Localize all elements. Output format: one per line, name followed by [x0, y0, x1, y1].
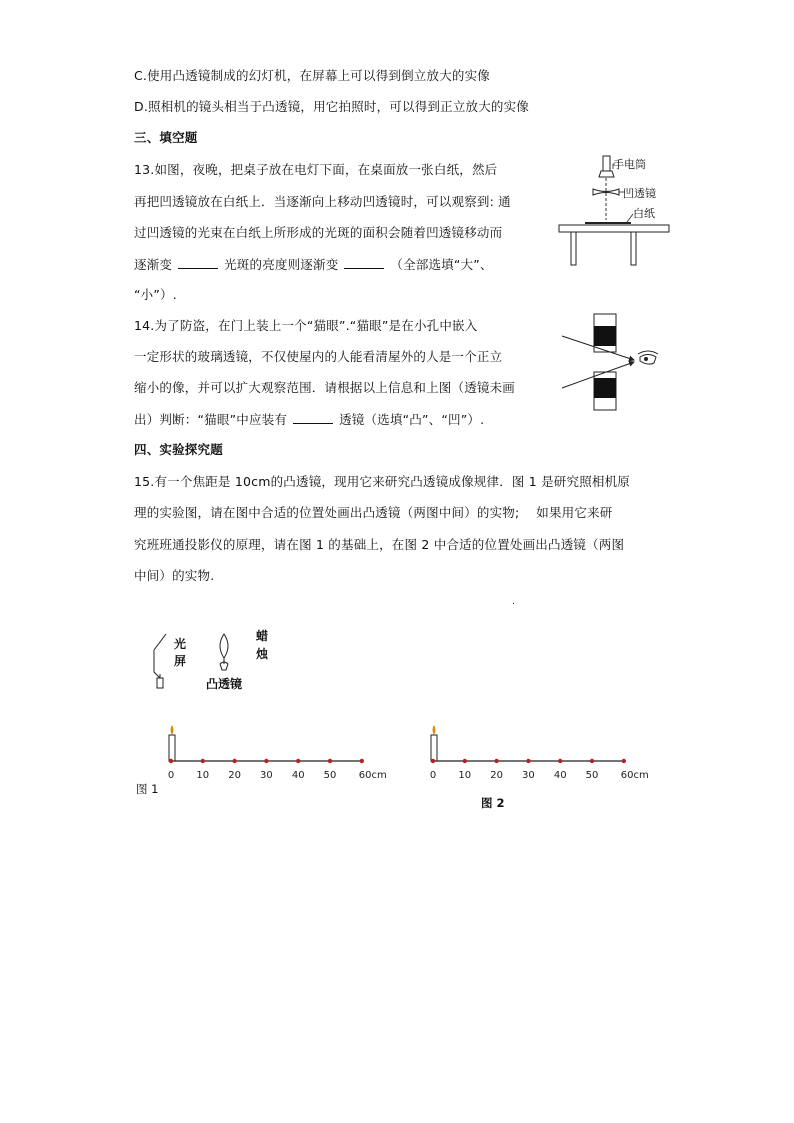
bench-2-tick-dot [526, 759, 530, 763]
bench-2-tick-dot [622, 759, 626, 763]
figure-1 [150, 720, 400, 790]
q15-line-1: 15.有一个焦距是 10cm的凸透镜，现用它来研究凸透镜成像规律．图 1 是研究照相机原 [134, 474, 631, 489]
bench-2-drawing [412, 720, 662, 790]
q13-line-2: 再把凹透镜放在白纸上．当逐渐向上移动凹透镜时，可以观察到: 通 [134, 194, 511, 209]
bench-1-tick-dot [169, 759, 173, 763]
candle-icon [169, 725, 175, 761]
eye-icon [638, 351, 658, 364]
door-upper-icon [594, 314, 616, 352]
legend-lens-label: 凸透镜 [206, 677, 243, 691]
bench-2-tick-label: 40 [553, 770, 567, 781]
figure-1-label: 图 1 [136, 782, 159, 796]
bench-1-tick-label: 10 [196, 770, 210, 781]
q15-line-4: 中间）的实物. [134, 568, 215, 583]
bench-1-drawing [150, 720, 400, 790]
q14-text-b: 透镜（选填“凸”、“凹”）. [339, 412, 485, 427]
flashlight-label: 手电筒 [613, 158, 646, 171]
door-lower-icon [594, 372, 616, 410]
bench-2-tick-dot [431, 759, 435, 763]
q15-line-2: 理的实验图，请在图中合适的位置处画出凸透镜（两图中间）的实物; 如果用它来研 [134, 505, 613, 520]
q14-line-3: 缩小的像，并可以扩大观察范围．请根据以上信息和上图（透镜未画 [134, 380, 516, 395]
figure-2 [412, 720, 662, 790]
legend-screen-char-1: 光 [174, 637, 187, 651]
legend-screen-char-2: 屏 [174, 654, 187, 668]
q13-blank-1[interactable] [178, 256, 218, 269]
screen-icon [154, 634, 166, 688]
bench-2-tick-dot [463, 759, 467, 763]
q14-line-2: 一定形状的玻璃透镜，不仅使屋内的人能看清屋外的人是一个正立 [134, 349, 503, 364]
bench-1-tick-label: 60cm [358, 770, 387, 781]
q14-text-a: 出）判断：“猫眼”中应装有 [134, 412, 288, 427]
candle-icon [431, 725, 437, 761]
q14-line-4 [134, 411, 484, 428]
bench-2-tick-label: 30 [522, 770, 535, 781]
q15-legend [140, 628, 290, 698]
q13-blank-2[interactable] [344, 256, 384, 269]
bench-1-tick-label: 30 [260, 770, 273, 781]
flashlight-icon [599, 156, 614, 177]
q13-text-a: 逐渐变 [134, 257, 173, 272]
bench-2-tick-label: 20 [490, 770, 503, 781]
bench-1-tick-label: 50 [323, 770, 337, 781]
q13-text-c: （全部选填“大”、 [390, 257, 493, 272]
bench-1-tick-label: 0 [167, 770, 175, 781]
bench-2-tick-dot [590, 759, 594, 763]
bench-1-tick-label: 40 [291, 770, 305, 781]
q15-line-3: 究班班通投影仪的原理，请在图 1 的基础上，在图 2 中合适的位置处画出凸透镜（两图 [134, 537, 625, 552]
bench-1-tick-dot [360, 759, 364, 763]
table-icon [559, 225, 669, 265]
cat-eye-drawing [560, 308, 670, 420]
legend-candle-char-1: 蜡 [256, 629, 269, 643]
lens-label: 凹透镜 [623, 187, 656, 200]
q13-line-4 [134, 256, 493, 273]
legend-candle-char-2: 烛 [256, 647, 269, 661]
q13-line-5: “小”）. [134, 287, 177, 302]
section-3-title: 三、填空题 [134, 130, 198, 145]
bench-1-tick-dot [328, 759, 332, 763]
option-d: D.照相机的镜头相当于凸透镜，用它拍照时，可以得到正立放大的实像 [134, 99, 529, 114]
convex-lens-icon [220, 634, 228, 670]
bench-2-tick-dot [494, 759, 498, 763]
bench-1-tick-label: 20 [228, 770, 241, 781]
bench-2-tick-label: 0 [429, 770, 437, 781]
q13-text-b: 光斑的亮度则逐渐变 [224, 257, 339, 272]
q14-line-1: 14.为了防盗，在门上装上一个“猫眼”.“猫眼”是在小孔中嵌入 [134, 318, 478, 333]
bench-1-tick-dot [264, 759, 268, 763]
bench-2-tick-dot [558, 759, 562, 763]
bench-2-tick-label: 10 [458, 770, 472, 781]
figure-2-label: 图 2 [481, 796, 505, 810]
bench-1-tick-dot [201, 759, 205, 763]
q13-line-3: 过凹透镜的光束在白纸上所形成的光斑的面积会随着凹透镜移动而 [134, 225, 503, 240]
option-c: C.使用凸透镜制成的幻灯机，在屏幕上可以得到倒立放大的实像 [134, 68, 491, 83]
stray-dot: . [512, 597, 515, 607]
q14-figure [560, 308, 670, 420]
bench-2-tick-label: 60cm [620, 770, 649, 781]
bench-1-tick-dot [296, 759, 300, 763]
paper-label: 白纸 [633, 207, 655, 220]
q13-line-1: 13.如图，夜晚，把桌子放在电灯下面，在桌面放一张白纸，然后 [134, 162, 498, 177]
q13-figure [555, 148, 675, 270]
bench-2-tick-label: 50 [585, 770, 599, 781]
section-4-title: 四、实验探究题 [134, 442, 223, 457]
q14-blank[interactable] [293, 411, 333, 424]
bench-1-tick-dot [232, 759, 236, 763]
